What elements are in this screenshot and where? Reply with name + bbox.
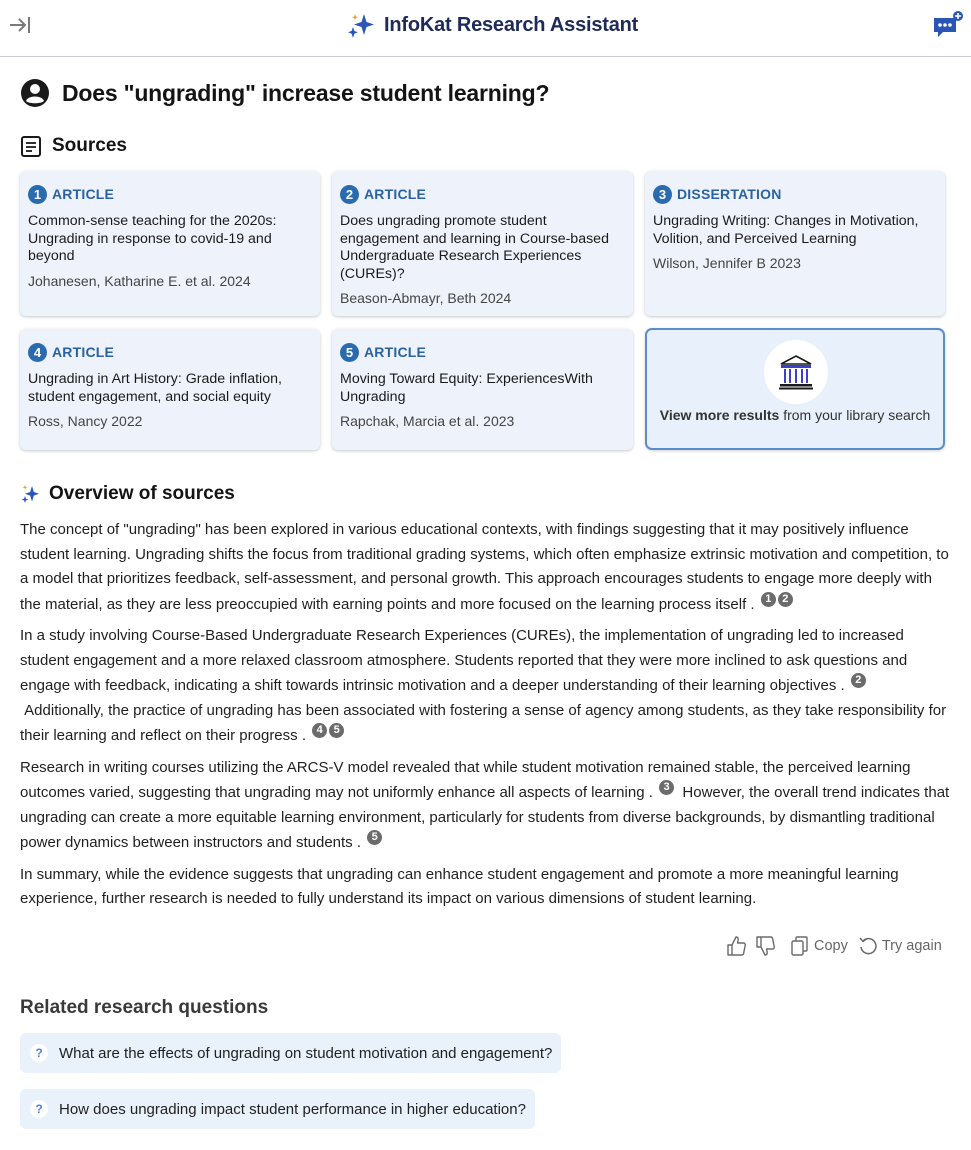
source-card-5[interactable] — [332, 329, 633, 450]
paragraph-text: Additionally, the practice of ungrading has been associated with fostering a sense of agency among students, as they take responsibility for their learning and reflect on their progress . — [20, 701, 947, 744]
source-title: Common-sense teaching for the 2020s: Ungrading in response to covid-19 and beyond — [28, 213, 277, 265]
view-more-rest: from your library search — [779, 407, 931, 423]
source-card-2[interactable] — [332, 171, 633, 316]
overview-title: Overview of sources — [49, 483, 235, 504]
source-number-badge: 3 — [653, 185, 672, 204]
response-actions — [725, 932, 942, 960]
source-number-badge: 4 — [28, 343, 47, 362]
citation-badge[interactable]: 4 — [312, 723, 327, 738]
source-title: Ungrading in Art History: Grade inflation, student engagement, and social equity — [28, 371, 282, 405]
card-type-row — [340, 184, 625, 204]
sparkle-icon — [346, 10, 376, 40]
copy-button[interactable] — [790, 935, 848, 957]
source-author-year: Rapchak, Marcia et al. 2023 — [340, 413, 515, 430]
document-icon — [20, 134, 42, 158]
source-card-1[interactable] — [20, 171, 320, 316]
related-question-2[interactable] — [20, 1089, 535, 1129]
citation-badge[interactable]: 1 — [761, 592, 776, 607]
sources-heading — [20, 134, 127, 158]
related-question-text: What are the effects of ungrading on student motivation and engagement? — [59, 1044, 553, 1062]
source-type: ARTICLE — [364, 344, 427, 360]
try-again-button[interactable] — [858, 936, 942, 956]
related-questions-title: Related research questions — [20, 997, 269, 1018]
source-number-badge: 2 — [340, 185, 359, 204]
sparkle-icon — [20, 483, 40, 505]
source-title: Moving Toward Equity: ExperiencesWith Ungrading — [340, 371, 593, 405]
thumbs-up-button[interactable] — [725, 934, 747, 958]
user-question — [20, 76, 549, 110]
source-card-3[interactable] — [645, 171, 945, 316]
overview-paragraph — [20, 756, 950, 856]
question-text: Does "ungrading" increase student learning? — [62, 79, 550, 106]
source-author-year: Wilson, Jennifer B 2023 — [653, 255, 801, 272]
paragraph-text: However, the overall trend indicates that ungrading can create a more equitable learning environment, particularly for students from diverse backgrounds, by dismantling traditional power dynamics between instructors and students . — [20, 784, 950, 851]
card-type-row — [340, 342, 625, 362]
view-more-results-card[interactable] — [645, 328, 945, 450]
source-author-year: Ross, Nancy 2022 — [28, 413, 143, 430]
source-type: ARTICLE — [52, 344, 115, 360]
thumbs-down-icon — [754, 935, 776, 957]
related-question-text: How does ungrading impact student performance in higher education? — [59, 1100, 526, 1118]
question-icon: ? — [30, 1044, 48, 1062]
citation-badge[interactable]: 2 — [851, 673, 866, 688]
question-icon: ? — [30, 1100, 48, 1118]
view-more-text — [657, 407, 933, 423]
card-type-row — [28, 184, 312, 204]
app-header — [0, 0, 971, 57]
chat-bubble-icon — [932, 10, 964, 40]
sources-title: Sources — [52, 135, 127, 156]
thumbs-down-button[interactable] — [754, 934, 776, 958]
card-type-row — [653, 184, 937, 204]
collapse-panel-button[interactable] — [8, 14, 32, 36]
citation-badge[interactable]: 5 — [329, 723, 344, 738]
paragraph-text: In a study involving Course-Based Undergraduate Research Experiences (CUREs), the implementation of ungrading led to increased student engagement and a more relaxed classroom atmosphere. Students reported that they were more inclined to ask questions and engage with feedback, indicating a shift towards intrinsic motivation and a deeper understanding of their learning objectives . — [20, 627, 908, 694]
citation-badge[interactable]: 2 — [778, 592, 793, 607]
view-more-bold: View more results — [659, 407, 780, 423]
source-title: Ungrading Writing: Changes in Motivation, Volition, and Perceived Learning — [653, 213, 919, 247]
retry-icon — [858, 936, 878, 956]
source-author-year: Johanesen, Katharine E. et al. 2024 — [28, 272, 251, 289]
source-number-badge: 5 — [340, 343, 359, 362]
library-building-icon — [777, 353, 815, 391]
overview-heading — [20, 483, 235, 505]
source-card-4[interactable] — [20, 329, 320, 450]
related-question-1[interactable] — [20, 1033, 561, 1073]
library-icon-circle — [764, 340, 828, 404]
citation-badge[interactable]: 5 — [367, 830, 382, 845]
collapse-panel-icon — [8, 14, 32, 36]
overview-body — [20, 518, 950, 919]
source-title: Does ungrading promote student engagement and learning in Course-based Undergraduate Research Experiences (CUREs)? — [340, 213, 609, 282]
source-number-badge: 1 — [28, 185, 47, 204]
citation-badge[interactable]: 3 — [659, 780, 674, 795]
source-type: DISSERTATION — [677, 186, 782, 202]
paragraph-text: The concept of "ungrading" has been explored in various educational contexts, with findings suggesting that it may positively influence student learning. Ungrading shifts the focus from traditional grading systems, which often emphasize extrinsic motivation and competition, to a model that prioritizes feedback, self-assessment, and personal growth. This approach encourages students to engage more deeply with the material, as they are less preoccupied with earning points and more focused on the learning process itself . — [20, 521, 949, 613]
copy-icon — [790, 935, 810, 957]
source-type: ARTICLE — [52, 186, 115, 202]
paragraph-text: In summary, while the evidence suggests that ungrading can enhance student engagement and promote a more meaningful learning experience, further research is needed to fully understand its impact on various dimensions of student learning. — [20, 865, 899, 907]
card-type-row — [28, 342, 312, 362]
overview-paragraph — [20, 863, 950, 912]
app-title-group — [346, 8, 638, 42]
copy-label: Copy — [814, 938, 848, 954]
app-title: InfoKat Research Assistant — [384, 13, 639, 36]
try-again-label: Try again — [881, 938, 942, 954]
overview-paragraph — [20, 624, 950, 749]
paragraph-text: Research in writing courses utilizing the ARCS-V model revealed that while student motivation remained stable, the perceived learning outcomes varied, suggesting that ungrading may not uniformly enhance all aspects of learning . — [20, 758, 911, 801]
thumbs-up-icon — [725, 935, 747, 957]
source-type: ARTICLE — [364, 186, 427, 202]
user-avatar-icon — [20, 78, 50, 108]
new-chat-button[interactable] — [932, 10, 964, 40]
source-author-year: Beason-Abmayr, Beth 2024 — [340, 290, 512, 307]
overview-paragraph — [20, 518, 950, 617]
